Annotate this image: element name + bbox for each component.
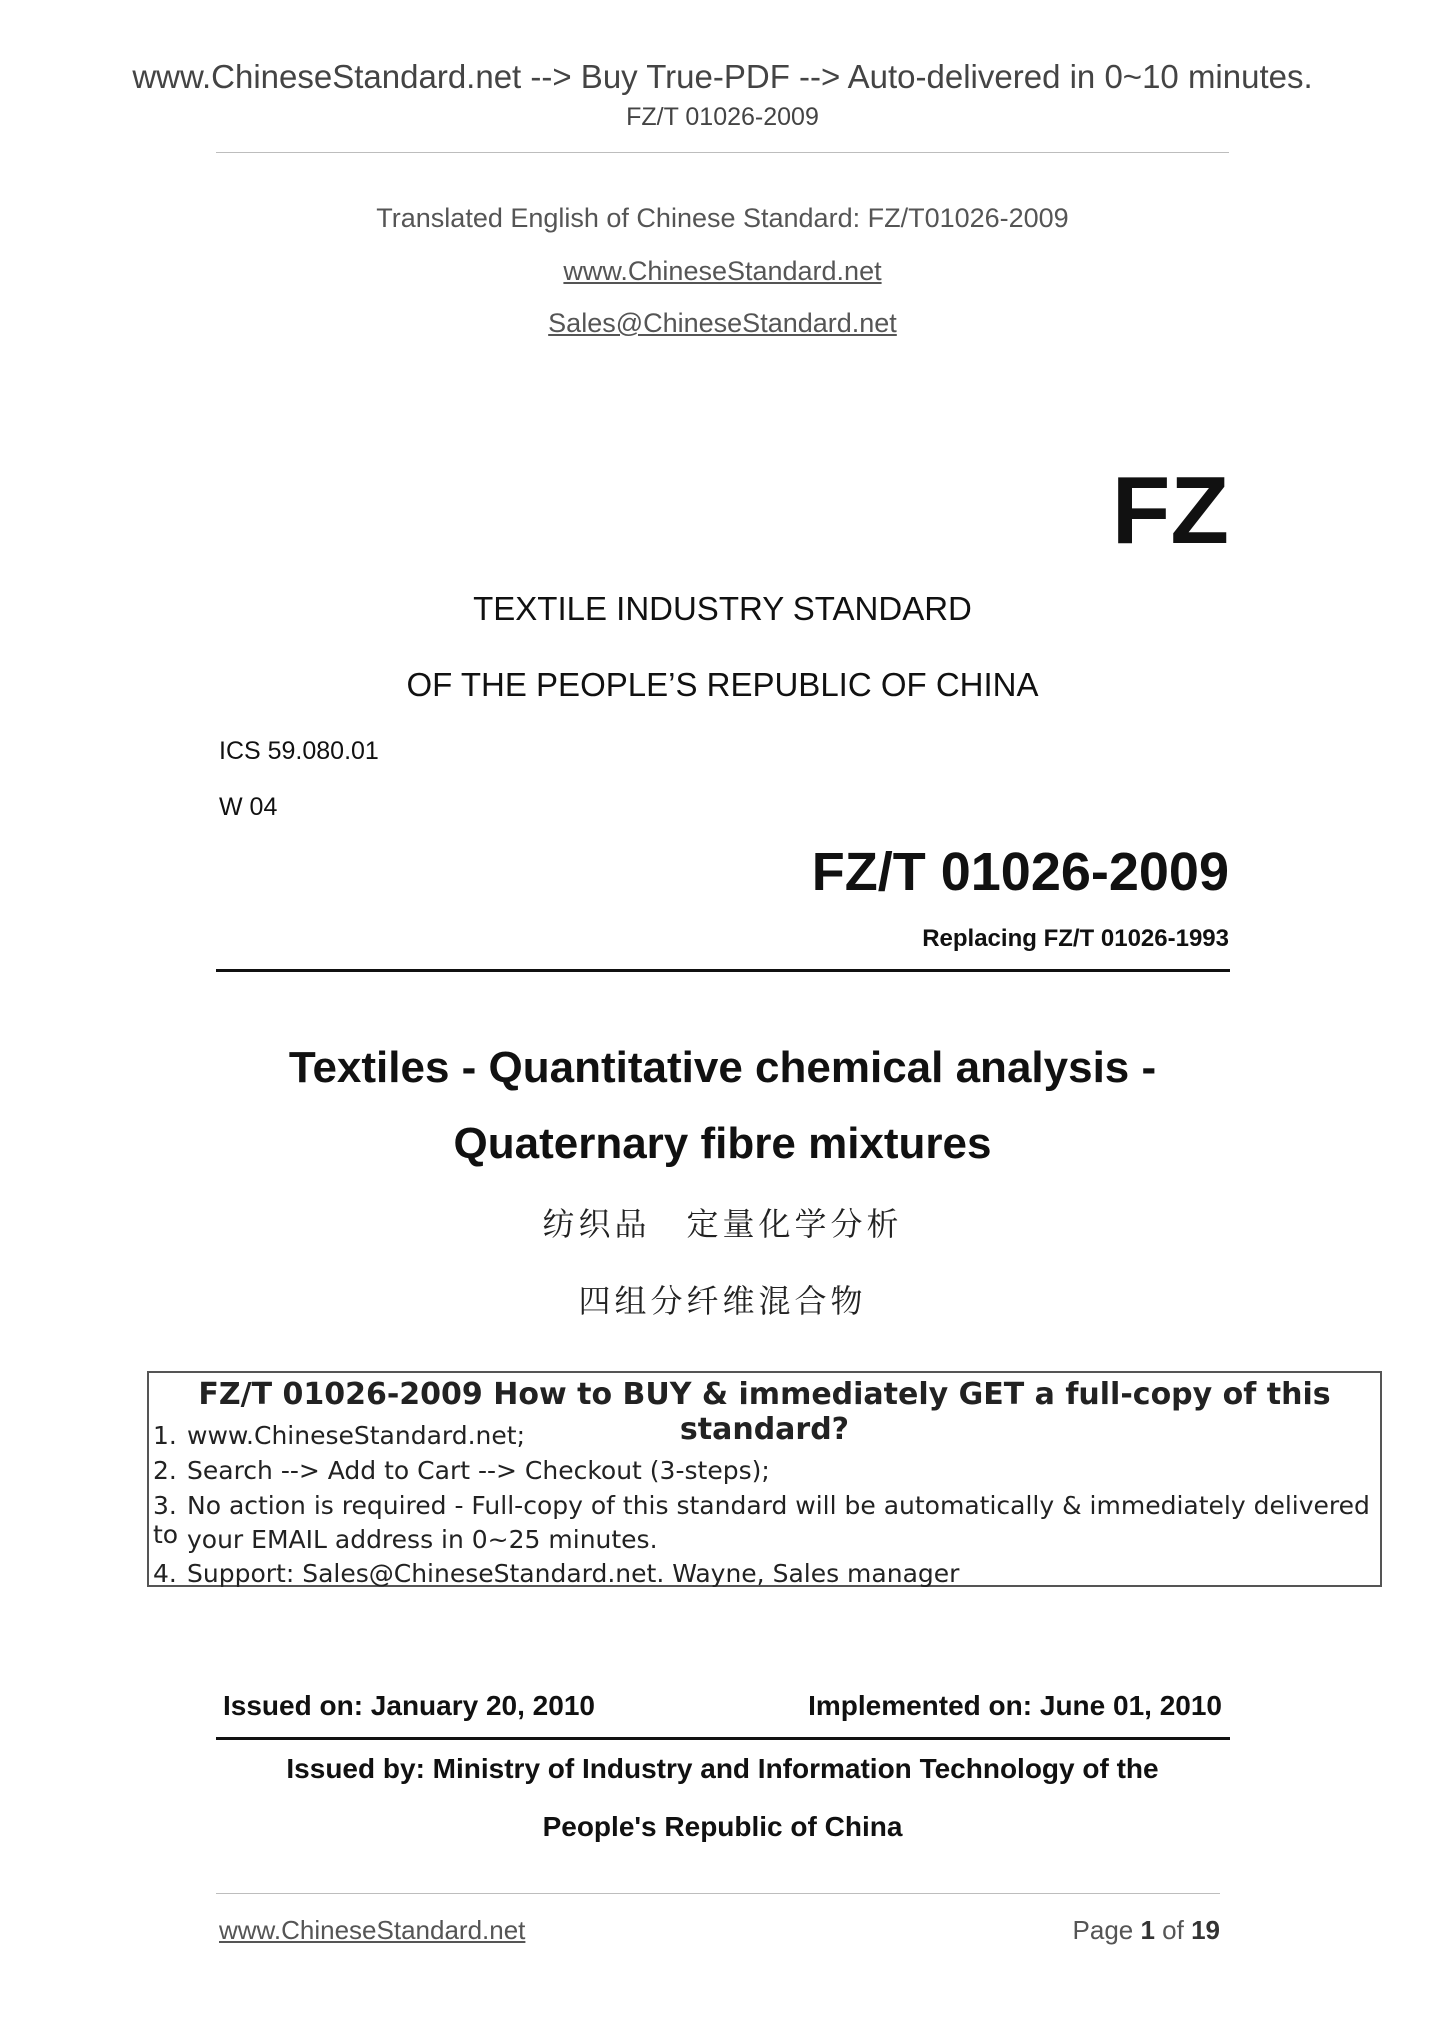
purchase-step-continued (153, 1525, 658, 1554)
footer-divider (216, 1893, 1220, 1894)
step-number: 4. (153, 1559, 177, 1588)
header-divider (216, 152, 1229, 153)
step-number: 3. (153, 1491, 177, 1520)
cover-divider (216, 969, 1230, 972)
step-text[interactable]: Support: Sales@ChineseStandard.net. Wayne, Sales manager (187, 1559, 960, 1588)
issuer-line2: People's Republic of China (542, 1811, 903, 1842)
page-of: of (1154, 1915, 1192, 1945)
standard-title-line2: OF THE PEOPLE’S REPUBLIC OF CHINA (406, 666, 1039, 703)
footer-website-link[interactable]: www.ChineseStandard.net (219, 1915, 526, 1945)
step-text: No action is required - Full-copy of this standard will be automatically & immediately delivered to (153, 1491, 1370, 1549)
translated-notice: Translated English of Chinese Standard: FZ/T01026-2009 (376, 203, 1069, 233)
issuer-line1: Issued by: Ministry of Industry and Information Technology of the (286, 1753, 1159, 1784)
purchase-step (153, 1559, 959, 1588)
issued-date: Issued on: January 20, 2010 (223, 1690, 595, 1721)
standard-number: FZ/T 01026-2009 (811, 842, 1229, 902)
implemented-date: Implemented on: June 01, 2010 (808, 1690, 1222, 1721)
step-text: your EMAIL address in 0~25 minutes. (187, 1525, 658, 1554)
step-text: Search --> Add to Cart --> Checkout (3-steps); (187, 1456, 770, 1485)
page-prefix: Page (1072, 1915, 1141, 1945)
top-banner: www.ChineseStandard.net --> Buy True-PDF --> Auto-delivered in 0~10 minutes. (132, 58, 1313, 95)
document-title-line2: Quaternary fibre mixtures (453, 1119, 992, 1168)
chinese-title-line2: 四组分纤维混合物 (578, 1282, 867, 1320)
document-title-line1: Textiles - Quantitative chemical analysis - (288, 1043, 1157, 1092)
fz-mark: FZ (1111, 457, 1229, 564)
header-standard-code: FZ/T 01026-2009 (626, 103, 819, 131)
standard-title-line1: TEXTILE INDUSTRY STANDARD (473, 590, 972, 627)
purchase-box-title: FZ/T 01026-2009 How to BUY & immediately GET a full-copy of this standard? (198, 1377, 1331, 1447)
replacing-note: Replacing FZ/T 01026-1993 (922, 925, 1229, 952)
classification-code: W 04 (219, 793, 278, 821)
chinese-title-line1: 纺织品 定量化学分析 (542, 1205, 903, 1243)
purchase-step (153, 1456, 770, 1485)
step-number: 1. (153, 1421, 177, 1450)
email-link[interactable]: Sales@ChineseStandard.net (548, 308, 897, 338)
step-text[interactable]: www.ChineseStandard.net; (187, 1421, 526, 1450)
page-total: 19 (1191, 1915, 1220, 1945)
step-number: 2. (153, 1456, 177, 1485)
page-current: 1 (1140, 1915, 1155, 1945)
purchase-info-box (147, 1371, 1382, 1587)
page-number (1073, 1915, 1220, 1946)
website-link[interactable]: www.ChineseStandard.net (563, 256, 882, 286)
dates-divider (216, 1737, 1230, 1740)
ics-code: ICS 59.080.01 (219, 737, 379, 765)
purchase-step (153, 1421, 525, 1450)
